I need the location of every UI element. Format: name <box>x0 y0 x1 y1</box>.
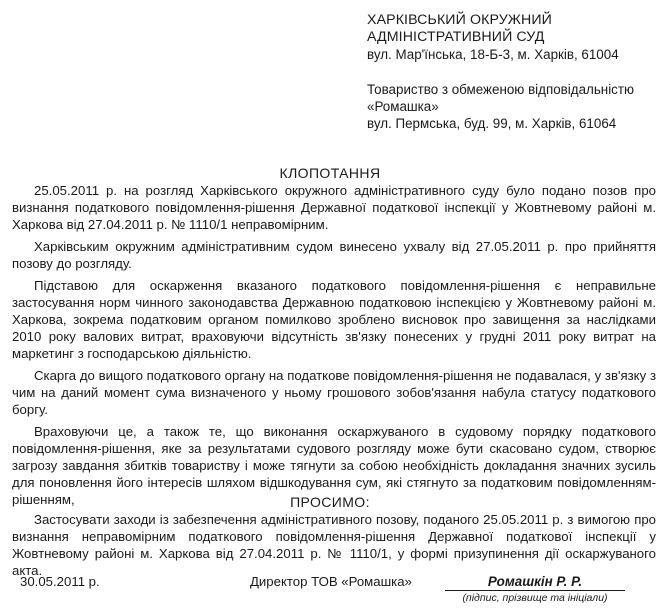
company-name-line2: «Ромашка» <box>367 99 439 114</box>
court-addressee-block <box>367 12 619 63</box>
petition-body <box>12 182 656 513</box>
signature-line <box>445 590 625 591</box>
paragraph: 25.05.2011 р. на розгляд Харківського окружного адміністративного суду було подано позов про визнання податкового повідомлення-рішення Державної податкової інспекції у Жовтневому районі м. Харкова від 27.04.2011 р. № 1110/1 неправомірним. <box>12 183 656 232</box>
paragraph: Підставою для оскарження вказаного податкового повідомлення-рішення є неправильне застосування норм чинного законодавства Державною податковою інспекцією у Жовтневому районі м. Харкова, зокрема податковим органом помилково зроблено висновок про завищення за наслідками 2010 року валових витрат, враховуючи відсутність зв'язку понесених у грудні 2011 року витрат на маркетинг з господарською діяльністю. <box>12 278 656 361</box>
signature-caption: (підпис, прізвище та ініціали) <box>462 592 608 604</box>
paragraph: Скарга до вищого податкового органу на податкове повідомлення-рішення не подавалася, у зв'язку з чим на даний момент сума визначеного у ньому грошового зобов'язання набула статусу податкового боргу. <box>12 368 656 417</box>
signatory-name: Ромашкін Р. Р. <box>487 574 583 589</box>
request-heading: ПРОСИМО: <box>290 494 370 510</box>
signatory-role: Директор ТОВ «Ромашка» <box>250 574 412 589</box>
court-address: вул. Мар'їнська, 18-Б-3, м. Харків, 61004 <box>367 47 619 62</box>
signature-date: 30.05.2011 р. <box>20 574 100 589</box>
court-name-line2: АДМІНІСТРАТИВНИЙ СУД <box>367 29 545 45</box>
document-title: КЛОПОТАННЯ <box>279 165 381 181</box>
court-name-line1: ХАРКІВСЬКИЙ ОКРУЖНИЙ <box>367 12 552 28</box>
company-address: вул. Пермська, буд. 99, м. Харків, 61064 <box>367 116 617 131</box>
paragraph: Враховуючи це, а також те, що виконання оскаржуваного в судовому порядку податкового повідомлення-рішення, яке за результатами судового розгляду може бути скасовано судом, створює загрозу завдання збитків товариству і може тягнути за собою необхідність докладання значних зусиль для поновлення його інтересів шляхом відшкодування сум, які стягнуто за податковим повідомленням-рішенням, <box>12 424 656 507</box>
request-paragraph: Застосувати заходи із забезпечення адміністративного позову, поданого 25.05.2011 р. з вимогою про визнання неправомірним податкового повідомлення-рішення Державної податкової інспекції у Жовтневому районі м. Харкова від 27.04.2011 р. № 1110/1, у формі призупинення дії оскаржуваного акта. <box>12 512 656 578</box>
company-sender-block <box>367 81 634 132</box>
paragraph: Харківським окружним адміністративним судом винесено ухвалу від 27.05.2011 р. про прийняття позову до розгляду. <box>12 239 656 271</box>
company-name-line1: Товариство з обмеженою відповідальністю <box>367 82 635 97</box>
